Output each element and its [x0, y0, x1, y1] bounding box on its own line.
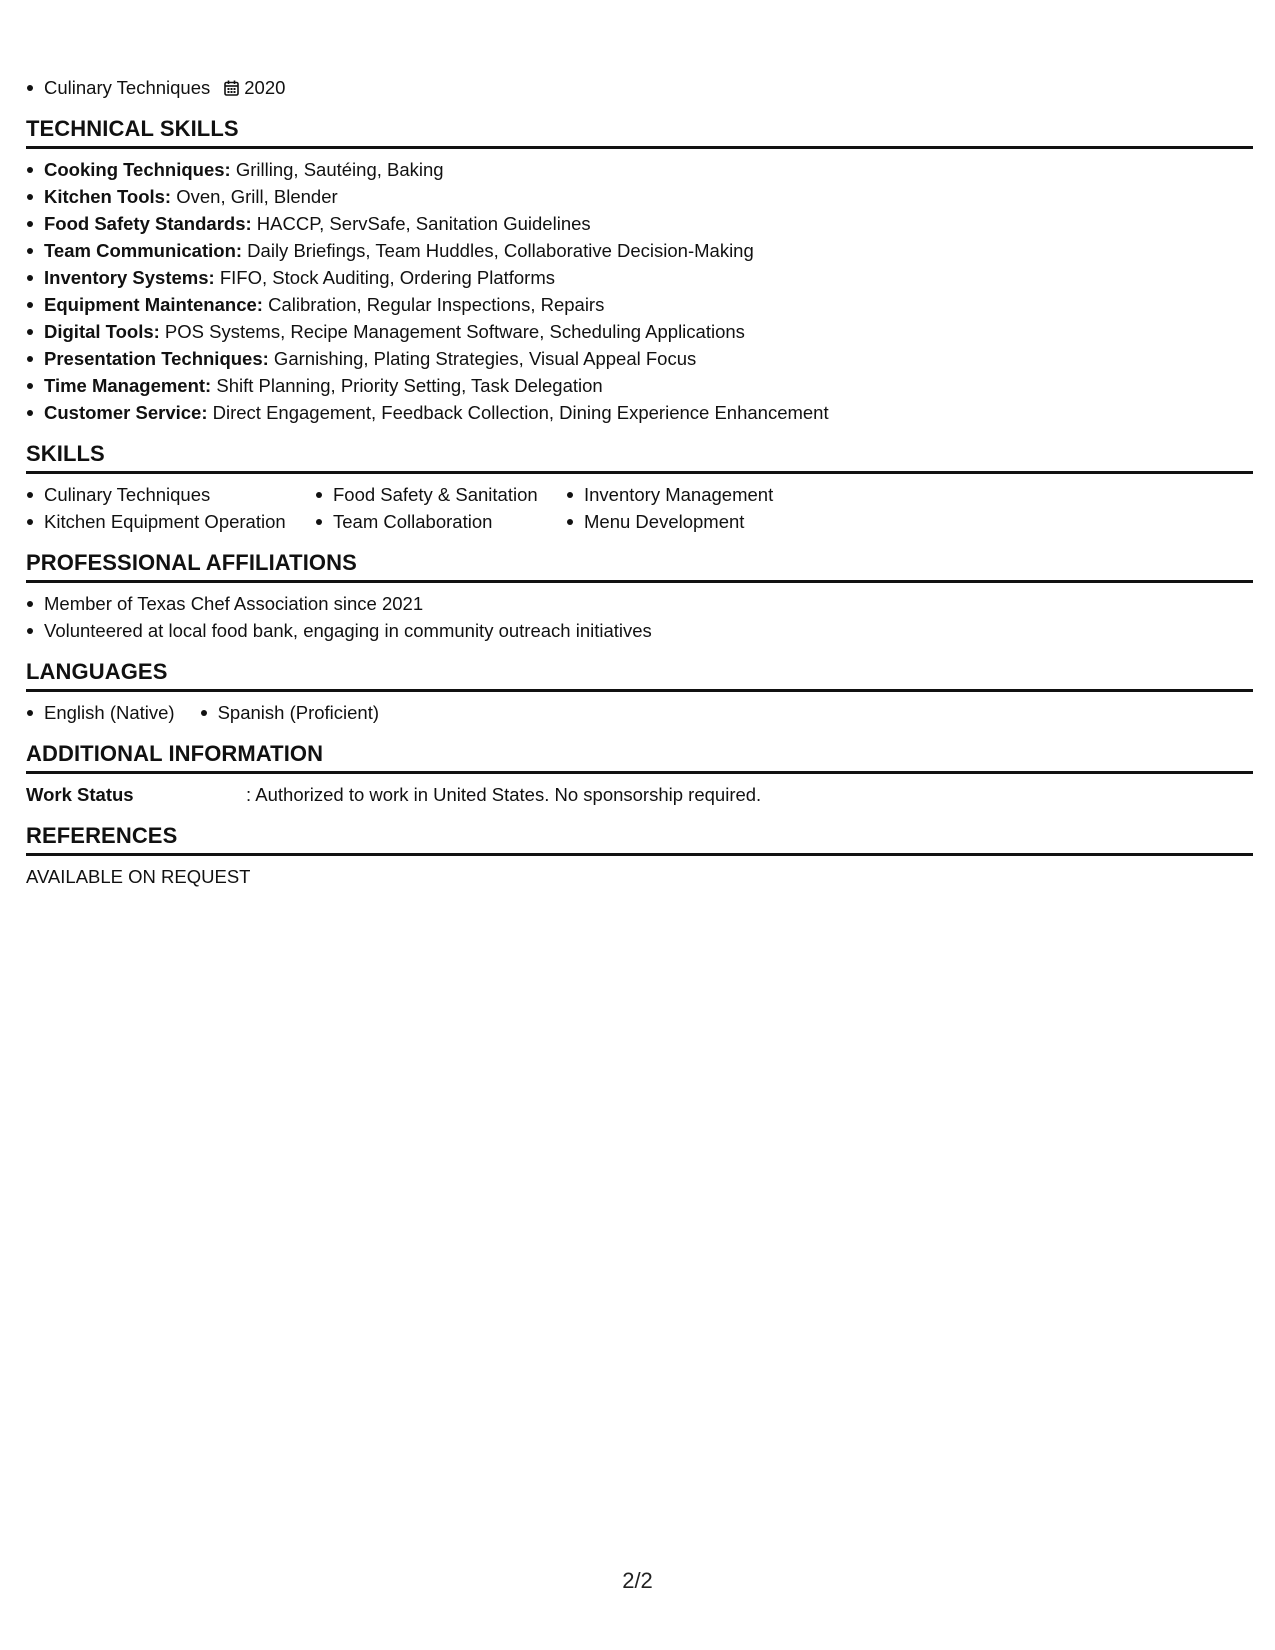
technical-skill-item: [26, 291, 1253, 318]
education-list: [26, 74, 1253, 101]
technical-skill-values: Oven, Grill, Blender: [171, 186, 338, 207]
technical-skills-section: [26, 115, 1253, 426]
technical-skill-values: Garnishing, Plating Strategies, Visual Appeal Focus: [268, 348, 697, 369]
technical-skill-category: Cooking Techniques:: [44, 159, 231, 180]
skill-item: Inventory Management: [566, 481, 826, 508]
info-label: Work Status: [26, 784, 134, 805]
technical-skill-category: Kitchen Tools:: [44, 186, 172, 207]
technical-skill-item: [26, 156, 1253, 183]
languages-section: [26, 658, 1253, 726]
skills-list: [26, 481, 1253, 535]
technical-skill-values: Calibration, Regular Inspections, Repairs: [262, 294, 605, 315]
technical-skill-category: Digital Tools:: [44, 321, 160, 342]
technical-skill-item: [26, 345, 1253, 372]
skill-item: Kitchen Equipment Operation: [26, 508, 315, 535]
technical-skill-category: Time Management:: [44, 375, 212, 396]
technical-skill-values: Direct Engagement, Feedback Collection, Dining Experience Enhancement: [207, 402, 829, 423]
section-title-skills: SKILLS: [26, 440, 1253, 474]
skill-item: Culinary Techniques: [26, 481, 315, 508]
skill-item: Team Collaboration: [315, 508, 566, 535]
technical-skill-item: [26, 237, 1253, 264]
skill-item: Menu Development: [566, 508, 826, 535]
technical-skill-item: [26, 183, 1253, 210]
skill-item: Food Safety & Sanitation: [315, 481, 566, 508]
technical-skill-category: Presentation Techniques:: [44, 348, 269, 369]
technical-skill-values: FIFO, Stock Auditing, Ordering Platforms: [214, 267, 556, 288]
technical-skill-values: POS Systems, Recipe Management Software, Scheduling Applications: [159, 321, 745, 342]
technical-skill-category: Inventory Systems:: [44, 267, 215, 288]
language-item: English (Native): [26, 699, 175, 726]
affiliations-section: [26, 549, 1253, 644]
technical-skill-item: [26, 264, 1253, 291]
education-name: Culinary Techniques: [44, 77, 211, 98]
technical-skills-list: [26, 156, 1253, 426]
technical-skill-values: Daily Briefings, Team Huddles, Collaborative Decision-Making: [242, 240, 754, 261]
affiliations-list: [26, 590, 1253, 644]
references-text: AVAILABLE ON REQUEST: [26, 866, 251, 887]
section-title-languages: LANGUAGES: [26, 658, 1253, 692]
section-title-affiliations: PROFESSIONAL AFFILIATIONS: [26, 549, 1253, 583]
info-row-work-status: [26, 781, 1253, 808]
calendar-icon: [224, 80, 239, 96]
languages-list: [26, 699, 1253, 726]
section-title-technical-skills: TECHNICAL SKILLS: [26, 115, 1253, 149]
technical-skill-values: Shift Planning, Priority Setting, Task Delegation: [211, 375, 603, 396]
technical-skill-category: Food Safety Standards:: [44, 213, 252, 234]
references-section: [26, 822, 1253, 890]
technical-skill-category: Equipment Maintenance:: [44, 294, 263, 315]
language-item: Spanish (Proficient): [200, 699, 379, 726]
technical-skill-item: [26, 318, 1253, 345]
resume-page: [26, 74, 1253, 890]
affiliation-item: Volunteered at local food bank, engaging in community outreach initiatives: [26, 617, 1253, 644]
affiliation-item: Member of Texas Chef Association since 2021: [26, 590, 1253, 617]
education-year: 2020: [244, 77, 286, 98]
technical-skill-item: [26, 210, 1253, 237]
technical-skill-values: HACCP, ServSafe, Sanitation Guidelines: [251, 213, 591, 234]
section-title-additional-info: ADDITIONAL INFORMATION: [26, 740, 1253, 774]
technical-skill-category: Team Communication:: [44, 240, 243, 261]
education-item: [26, 74, 1253, 101]
technical-skill-category: Customer Service:: [44, 402, 208, 423]
skills-section: [26, 440, 1253, 535]
additional-info-section: [26, 740, 1253, 808]
technical-skill-item: [26, 372, 1253, 399]
page-number: 2/2: [622, 1568, 653, 1593]
technical-skill-item: [26, 399, 1253, 426]
info-value: : Authorized to work in United States. No sponsorship required.: [246, 784, 762, 805]
technical-skill-values: Grilling, Sautéing, Baking: [230, 159, 444, 180]
section-title-references: REFERENCES: [26, 822, 1253, 856]
